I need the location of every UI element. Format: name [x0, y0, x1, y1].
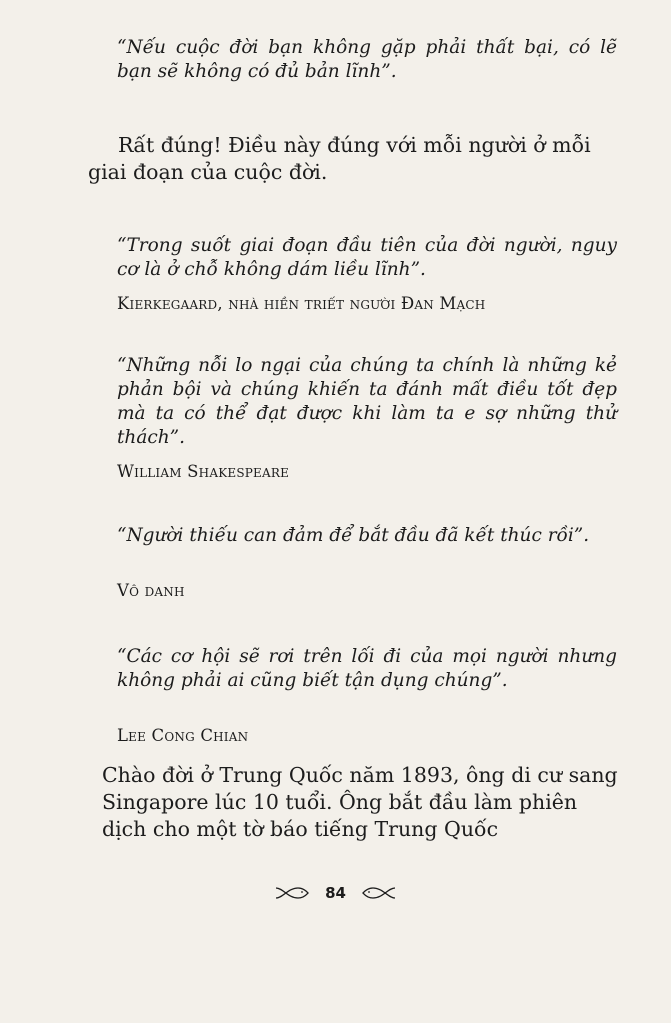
quote-2-author: Kierkegaard, nhà hiền triết người Đan Mạch	[117, 294, 486, 313]
paragraph-2: Chào đời ở Trung Quốc năm 1893, ông di cư sang Singapore lúc 10 tuổi. Ông bắt đầu làm phiên dịch cho một tờ báo tiếng Trung Quốc	[102, 763, 618, 841]
quote-4: “Người thiếu can đảm để bắt đầu đã kết thúc rồi”.	[117, 525, 590, 546]
quote-4-author: Vô danh	[117, 581, 185, 600]
paragraph-1: Rất đúng! Điều này đúng với mỗi người ở mỗi giai đoạn của cuộc đời.	[88, 133, 591, 184]
quote-5-author: Lee Cong Chian	[117, 726, 249, 745]
quote-3: “Những nỗi lo ngại của chúng ta chính là những kẻ phản bội và chúng khiến ta đánh mất điều tốt đẹp mà ta có thể đạt được khi làm ta e sợ những thử thách”.	[117, 355, 617, 448]
quote-2: “Trong suốt giai đoạn đầu tiên của đời người, nguy cơ là ở chỗ không dám liều lĩnh”.	[117, 235, 617, 280]
fish-ornament-icon	[274, 885, 310, 901]
quote-1: “Nếu cuộc đời bạn không gặp phải thất bại, có lẽ bạn sẽ không có đủ bản lĩnh”.	[117, 37, 617, 82]
page-number: 84	[325, 883, 346, 902]
quote-5: “Các cơ hội sẽ rơi trên lối đi của mọi người nhưng không phải ai cũng biết tận dụng chúng”.	[117, 646, 617, 691]
page-footer	[0, 883, 671, 902]
quote-3-author: William Shakespeare	[117, 462, 290, 481]
fish-ornament-icon	[361, 885, 397, 901]
